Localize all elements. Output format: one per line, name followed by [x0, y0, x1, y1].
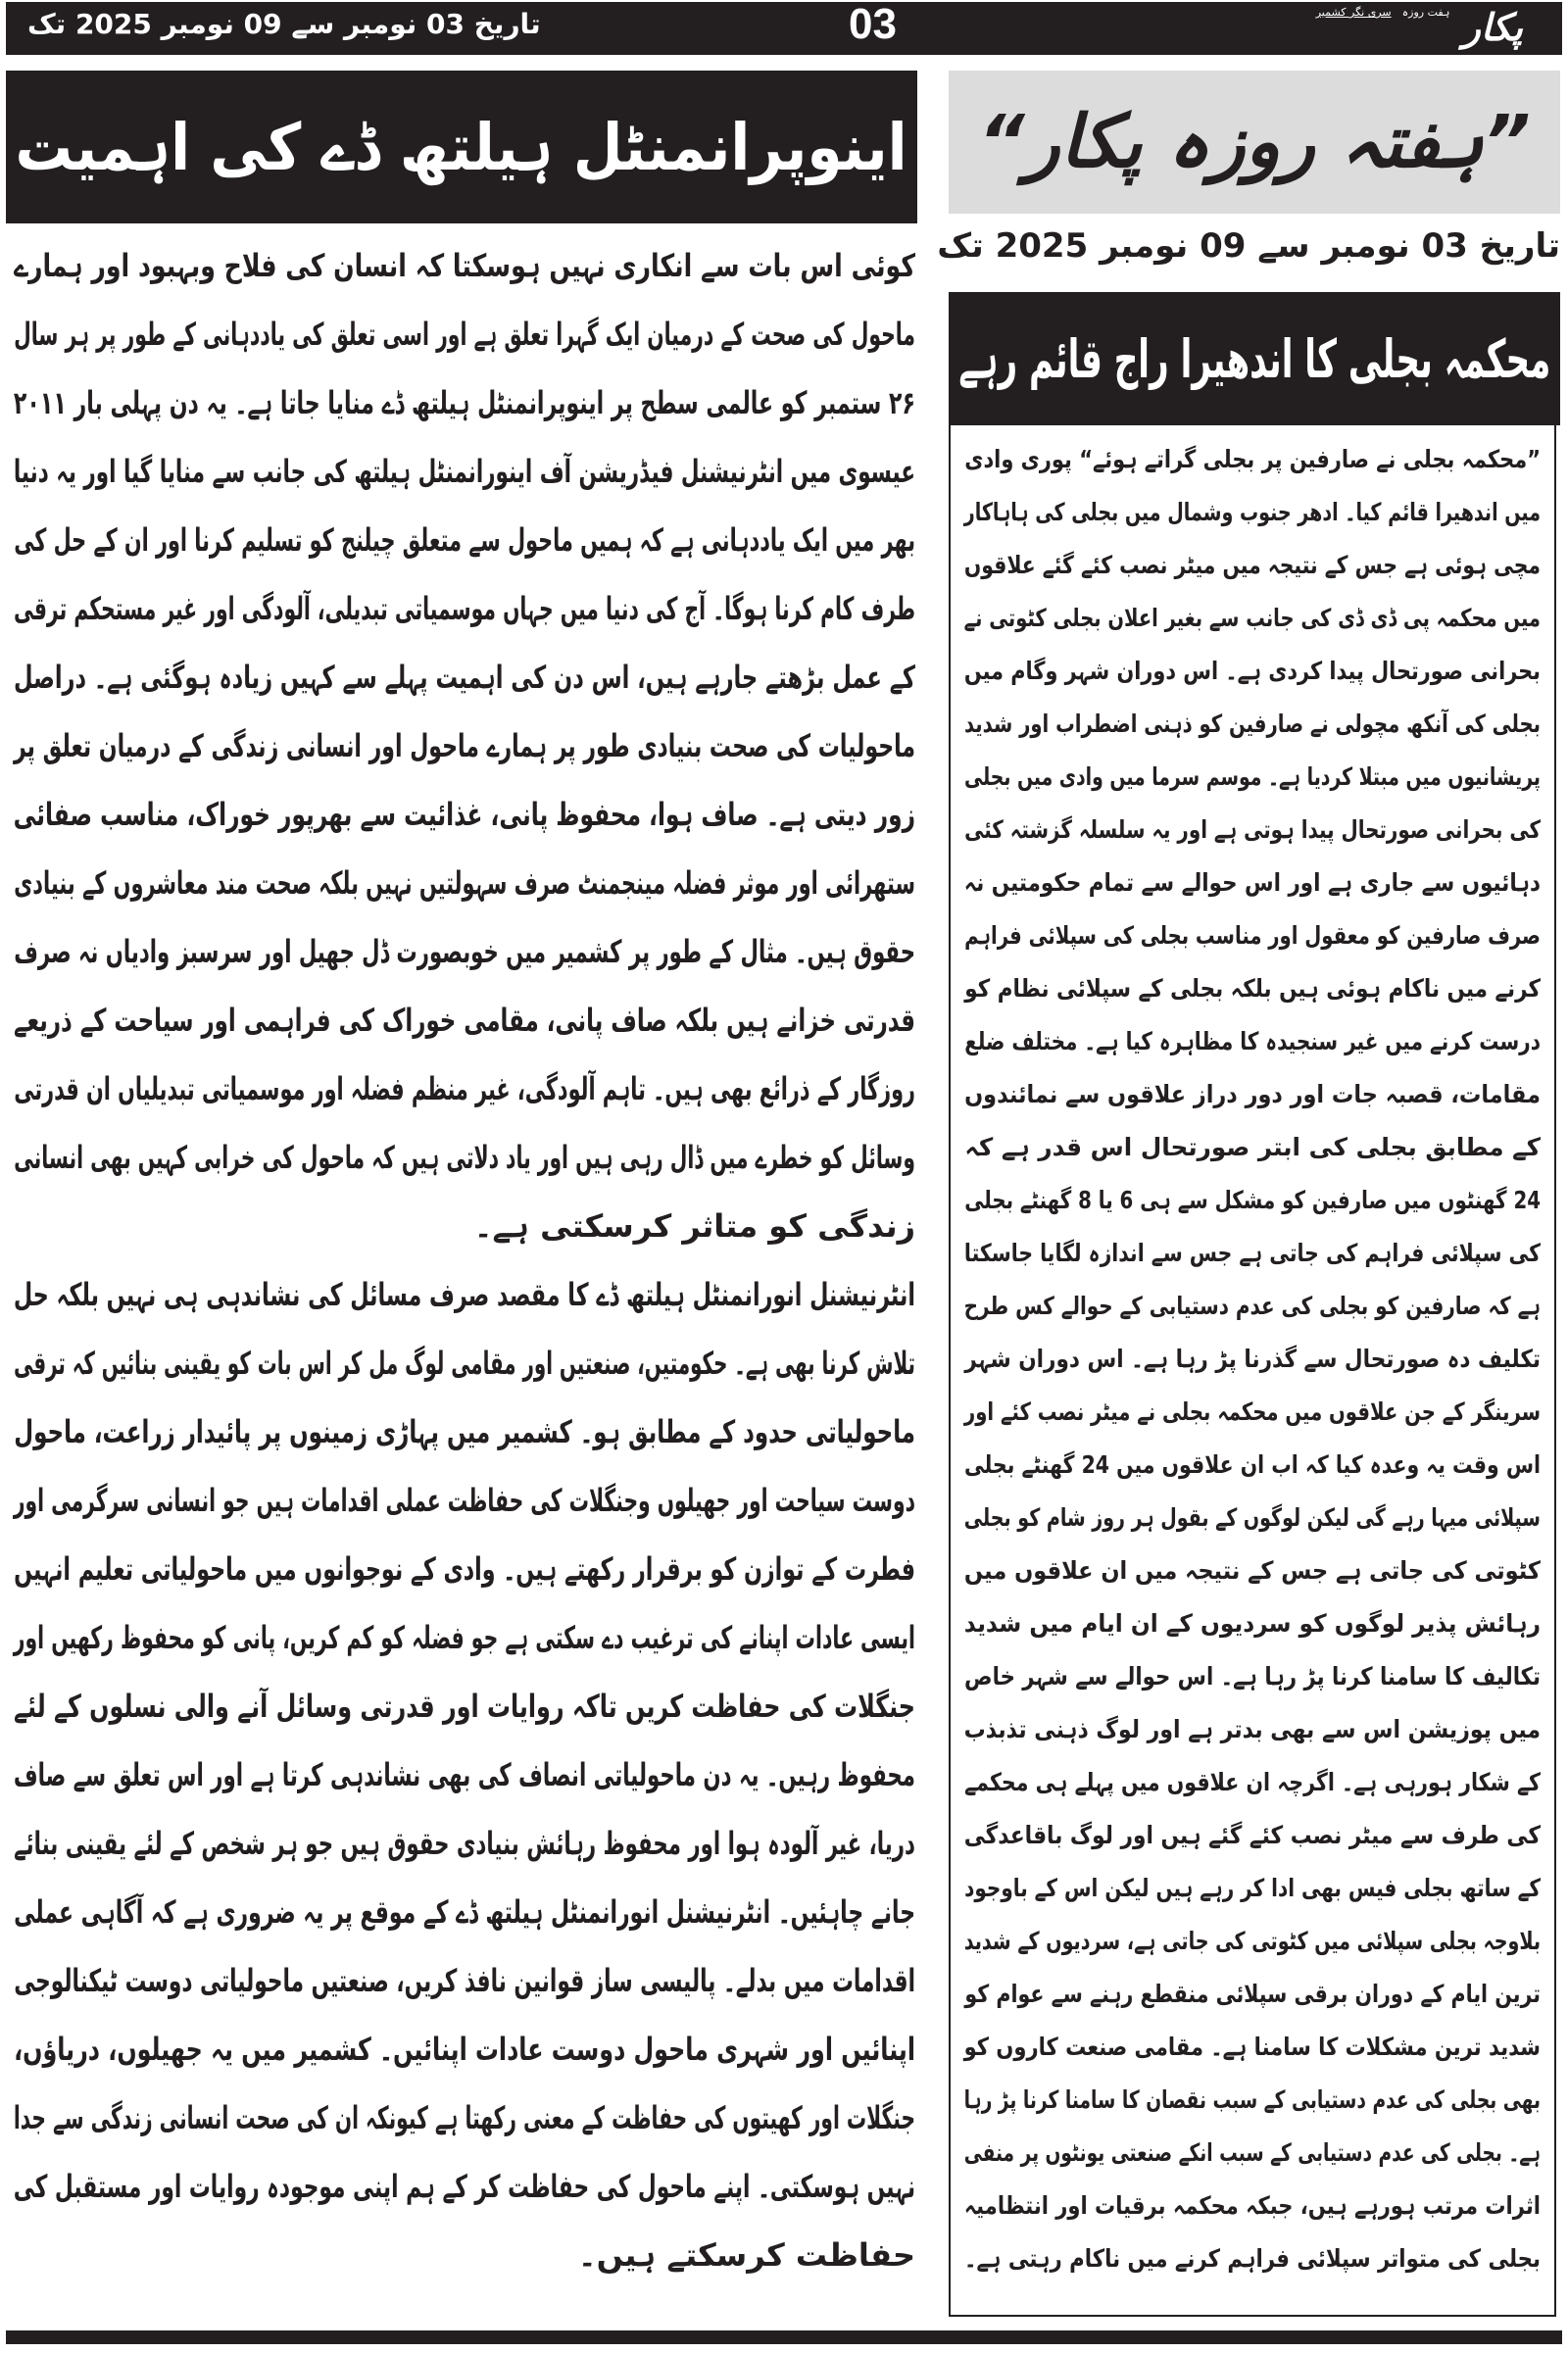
article-line: مقامات، قصبہ جات اور دور دراز علاقوں سے نمائندوں [964, 1080, 1541, 1108]
article-line: زور دیتی ہے۔ صاف ہوا، محفوظ پانی، غذائیت سے بھرپور خوراک، مناسب صفائی [13, 796, 915, 833]
main-headline-box [6, 71, 917, 223]
article-line: میں محکمہ پی ڈی ڈی کی جانب سے بغیر اعلان بجلی کٹوتی نے [963, 604, 1541, 632]
article-line: ۲۶ ستمبر کو عالمی سطح پر اینوپرانمنٹل ہیلتھ ڈے منایا جاتا ہے۔ یہ دن پہلی بار ۲۰۱۱ [13, 384, 915, 421]
article-line: جنگلات اور کھیتوں کی حفاظت کے معنی رکھتا ہے کیونکہ ان کی صحت انسانی زندگی سے جدا [13, 2099, 915, 2136]
article-line: 24 گھنٹوں میں صارفین کو مشکل سے ہی 6 یا 8 گھنٹے بجلی [964, 1186, 1541, 1214]
article-line: میں پوزیشن اس سے بھی بدتر ہے اور لوگ ذہنی تذبذب [963, 1715, 1541, 1743]
article-line: کرنے میں ناکام ہوئی ہیں بلکہ بجلی کے سپلائی نظام کو [964, 974, 1541, 1003]
logo-city: سری نگر کشمیر [1315, 6, 1392, 19]
main-article-body [14, 231, 915, 2289]
article-line: ماحولیاتی حدود کے مطابق ہو۔ کشمیر میں پہاڑی زمینوں پر پائیدار زراعت، ماحول [14, 1413, 915, 1450]
article-line: ماحول کی صحت کے درمیان ایک گہرا تعلق ہے اور اسی تعلق کی یاددہانی کے طور پر ہر سال [14, 316, 915, 353]
article-line: عیسوی میں انٹرنیشنل فیڈریشن آف اینورانمنٹل ہیلتھ کی جانب سے منایا گیا اور یہ دنیا [13, 453, 915, 490]
bottom-bar [6, 2330, 1562, 2344]
newspaper-logo [1316, 6, 1523, 49]
article-line: کی سپلائی فراہم کی جاتی ہے جس سے اندازہ لگایا جاسکتا [963, 1239, 1541, 1267]
article-line: ہے کہ صارفین کو بجلی کی عدم دستیابی کے حوالے کس طرح [963, 1292, 1541, 1320]
article-line: طرف کام کرنا ہوگا۔ آج کی دنیا میں جہاں موسمیاتی تبدیلی، آلودگی اور غیر مستحکم ترقی [14, 590, 916, 627]
article-line: اس وقت یہ وعدہ کیا کہ اب ان علاقوں میں 24 گھنٹے بجلی [964, 1450, 1541, 1479]
article-line: انٹرنیشنل انورانمنٹل ہیلتھ ڈے کا مقصد صرف مسائل کی نشاندہی ہی نہیں بلکہ حل [13, 1276, 915, 1313]
side-article-body [949, 425, 1556, 2317]
article-line: بلاوجہ بجلی سپلائی میں کٹوتی کی جاتی ہے، سردیوں کے شدید [963, 1927, 1541, 1955]
side-headline: محکمہ بجلی کا اندھیرا راج قائم رہے [958, 327, 1550, 390]
side-headline-box [949, 292, 1560, 425]
article-line: درست کرنے میں غیر سنجیدہ کا مظاہرہ کیا ہے۔ مختلف ضلع [964, 1027, 1541, 1055]
article-line: سپلائی میہا رہے گی لیکن لوگوں کے بقول ہر روز شام کو بجلی [963, 1503, 1541, 1532]
article-line: ہے۔ بجلی کی عدم دستیابی کے سبب انکے صنعتی یونٹوں پر منفی [963, 2138, 1541, 2167]
top-bar [6, 2, 1562, 55]
article-line: اپنائیں اور شہری ماحول دوست عادات اپنائیں۔ کشمیر میں یہ جھیلوں، دریاؤں، [14, 2031, 915, 2068]
logo-name: پکار [1462, 6, 1523, 49]
article-line: اقدامات میں بدلے۔ پالیسی ساز قوانین نافذ کریں، صنعتیں ماحولیاتی دوست ٹیکنالوجی [14, 1962, 915, 1999]
article-line: محفوظ رہیں۔ یہ دن ماحولیاتی انصاف کی بھی نشاندہی کرتا ہے اور اس تعلق سے صاف [13, 1756, 915, 1793]
article-line: میں اندھیرا قائم کیا۔ ادھر جنوب وشمال میں بجلی کی ہاہاکار [963, 498, 1541, 526]
article-line: کے مطابق بجلی کی ابتر صورتحال اس قدر ہے کہ [964, 1133, 1541, 1161]
article-line: جانے چاہئیں۔ انٹرنیشنل انورانمنٹل ہیلتھ ڈے کے موقع پر یہ ضروری ہے کہ آگاہی عملی [14, 1893, 915, 1931]
article-line: صرف صارفین کو معقول اور مناسب بجلی کی سپلائی فراہم [964, 921, 1541, 950]
logo-subtitle: ہفت روزہ [1401, 6, 1450, 19]
article-line: حقوق ہیں۔ مثال کے طور پر کشمیر میں خوبصورت ڈل جھیل اور سرسبز وادیاں نہ صرف [14, 933, 916, 970]
article-line: کے ساتھ بجلی فیس بھی ادا کر رہے ہیں لیکن اس کے باوجود [964, 1874, 1541, 1902]
article-line: پریشانیوں میں مبتلا کردیا ہے۔ موسم سرما میں وادی میں بجلی [964, 762, 1541, 791]
article-line: ”محکمہ بجلی نے صارفین پر بجلی گراتے ہوئے“ پوری وادی [964, 445, 1541, 473]
article-line: قدرتی خزانے ہیں بلکہ صاف پانی، مقامی خوراک کی فراہمی اور سیاحت کے ذریعے [13, 1002, 916, 1039]
article-line: فطرت کے توازن کو برقرار رکھتے ہیں۔ وادی کے نوجوانوں میں ماحولیاتی تعلیم انہیں [14, 1550, 916, 1588]
article-line: کوئی اس بات سے انکاری نہیں ہوسکتا کہ انسان کی فلاح وبہبود اور ہمارے [14, 247, 916, 284]
article-line: کٹوتی کی جاتی ہے جس کے نتیجہ میں ان علاقوں میں [963, 1556, 1541, 1585]
masthead-box [949, 71, 1560, 214]
article-line: بحرانی صورتحال پیدا کردی ہے۔ اس دوران شہر وگام میں [963, 657, 1541, 685]
article-line: رہائش پذیر لوگوں کو سردیوں کے ان ایام میں شدید [963, 1609, 1541, 1638]
article-line: حفاظت کرسکتے ہیں۔ [577, 2236, 915, 2274]
article-line: مچی ہوئی ہے جس کے نتیجہ میں میٹر نصب کئے گئے علاقوں [963, 551, 1541, 579]
issue-date: تاریخ 03 نومبر سے 09 نومبر 2025 تک [27, 8, 541, 40]
article-line: نہیں ہوسکتی۔ اپنے ماحول کی حفاظت کر کے ہم اپنی موجودہ روایات اور مستقبل کی [13, 2168, 915, 2205]
article-line: تلاش کرنا بھی ہے۔ حکومتیں، صنعتیں اور مقامی لوگ مل کر اس بات کو یقینی بنائیں کہ ترقی [14, 1345, 915, 1382]
article-line: اثرات مرتب ہورہے ہیں، جبکہ محکمہ برقیات اور انتظامیہ [963, 2191, 1541, 2220]
article-line: کے شکار ہورہی ہے۔ اگرچہ ان علاقوں میں پہلے ہی محکمے [964, 1768, 1541, 1796]
article-line: تکالیف کا سامنا کرنا پڑ رہا ہے۔ اس حوالے سے شہر خاص [964, 1662, 1541, 1691]
masthead-date: تاریخ 03 نومبر سے 09 نومبر 2025 تک [937, 226, 1560, 266]
article-line: کی طرف سے میٹر نصب کئے گئے ہیں اور لوگ باقاعدگی [963, 1821, 1541, 1849]
article-line: تکلیف دہ صورتحال سے گذرنا پڑ رہا ہے۔ اس دوران شہر [964, 1345, 1541, 1373]
article-line: سرینگر کے جن علاقوں میں محکمہ بجلی نے میٹر نصب کئے اور [963, 1397, 1541, 1426]
article-line: کے عمل بڑھتے جارہے ہیں، اس دن کی اہمیت پہلے سے کہیں زیادہ ہوگئی ہے۔ دراصل [13, 659, 915, 696]
article-line: جنگلات کی حفاظت کریں تاکہ روایات اور قدرتی وسائل آنے والی نسلوں کے لئے [14, 1688, 916, 1725]
article-line: کی بحرانی صورتحال پیدا ہوتی ہے اور یہ سلسلہ گزشتہ کئی [964, 815, 1541, 844]
article-line: بھی بجلی کی عدم دستیابی کے سبب نقصان کا سامنا کرنا پڑ رہا [963, 2085, 1541, 2114]
article-line: بجلی کی متواتر سپلائی فراہم کرنے میں ناکام رہتی ہے۔ [964, 2244, 1541, 2273]
article-line: ماحولیات کی صحت بنیادی طور پر ہمارے ماحول اور انسانی زندگی کے درمیان تعلق پر [13, 727, 915, 764]
article-line: ستھرائی اور موثر فضلہ مینجمنٹ صرف سہولتیں نہیں بلکہ صحت مند معاشروں کے بنیادی [14, 864, 916, 902]
article-line: دریا، غیر آلودہ ہوا اور محفوظ رہائش بنیادی حقوق ہیں جو ہر شخص کے لئے یقینی بنائے [14, 1825, 915, 1862]
page-number: 03 [849, 0, 897, 48]
article-line: ترین ایام کے دوران برقی سپلائی منقطع رہنے سے عوام کو [964, 1980, 1541, 2008]
article-line: زندگی کو متاثر کرسکتی ہے۔ [473, 1207, 915, 1245]
article-line: شدید ترین مشکلات کا سامنا ہے۔ مقامی صنعت کاروں کو [963, 2033, 1541, 2061]
masthead-title: ”ہفتہ روزہ پکار“ [978, 100, 1531, 184]
article-line: روزگار کے ذرائع بھی ہیں۔ تاہم آلودگی، غیر منظم فضلہ اور موسمیاتی تبدیلیاں ان قدرتی [14, 1070, 915, 1107]
article-line: بجلی کی آنکھ مچولی نے صارفین کو ذہنی اضطراب اور شدید [963, 710, 1541, 738]
article-line: بھر میں ایک یاددہانی ہے کہ ہمیں ماحول سے متعلق چیلنج کو تسلیم کرنا اور ان کے حل کی [14, 521, 916, 559]
main-headline: اینوپرانمنٹل ہیلتھ ڈے کی اہمیت [15, 109, 908, 185]
article-line: ایسی عادات اپنانے کی ترغیب دے سکتی ہے جو فضلہ کو کم کریں، پانی کو محفوظ رکھیں اور [13, 1619, 915, 1656]
article-line: دوست سیاحت اور جھیلوں وجنگلات کی حفاظت عملی اقدامات ہیں جو انسانی سرگرمی اور [13, 1482, 916, 1519]
article-line: وسائل کو خطرے میں ڈال رہی ہیں اور یاد دلاتی ہیں کہ ماحول کی خرابی کہیں بھی انسانی [14, 1139, 916, 1176]
article-line: دہائیوں سے جاری ہے اور اس حوالے سے تمام حکومتیں نہ [963, 868, 1541, 897]
